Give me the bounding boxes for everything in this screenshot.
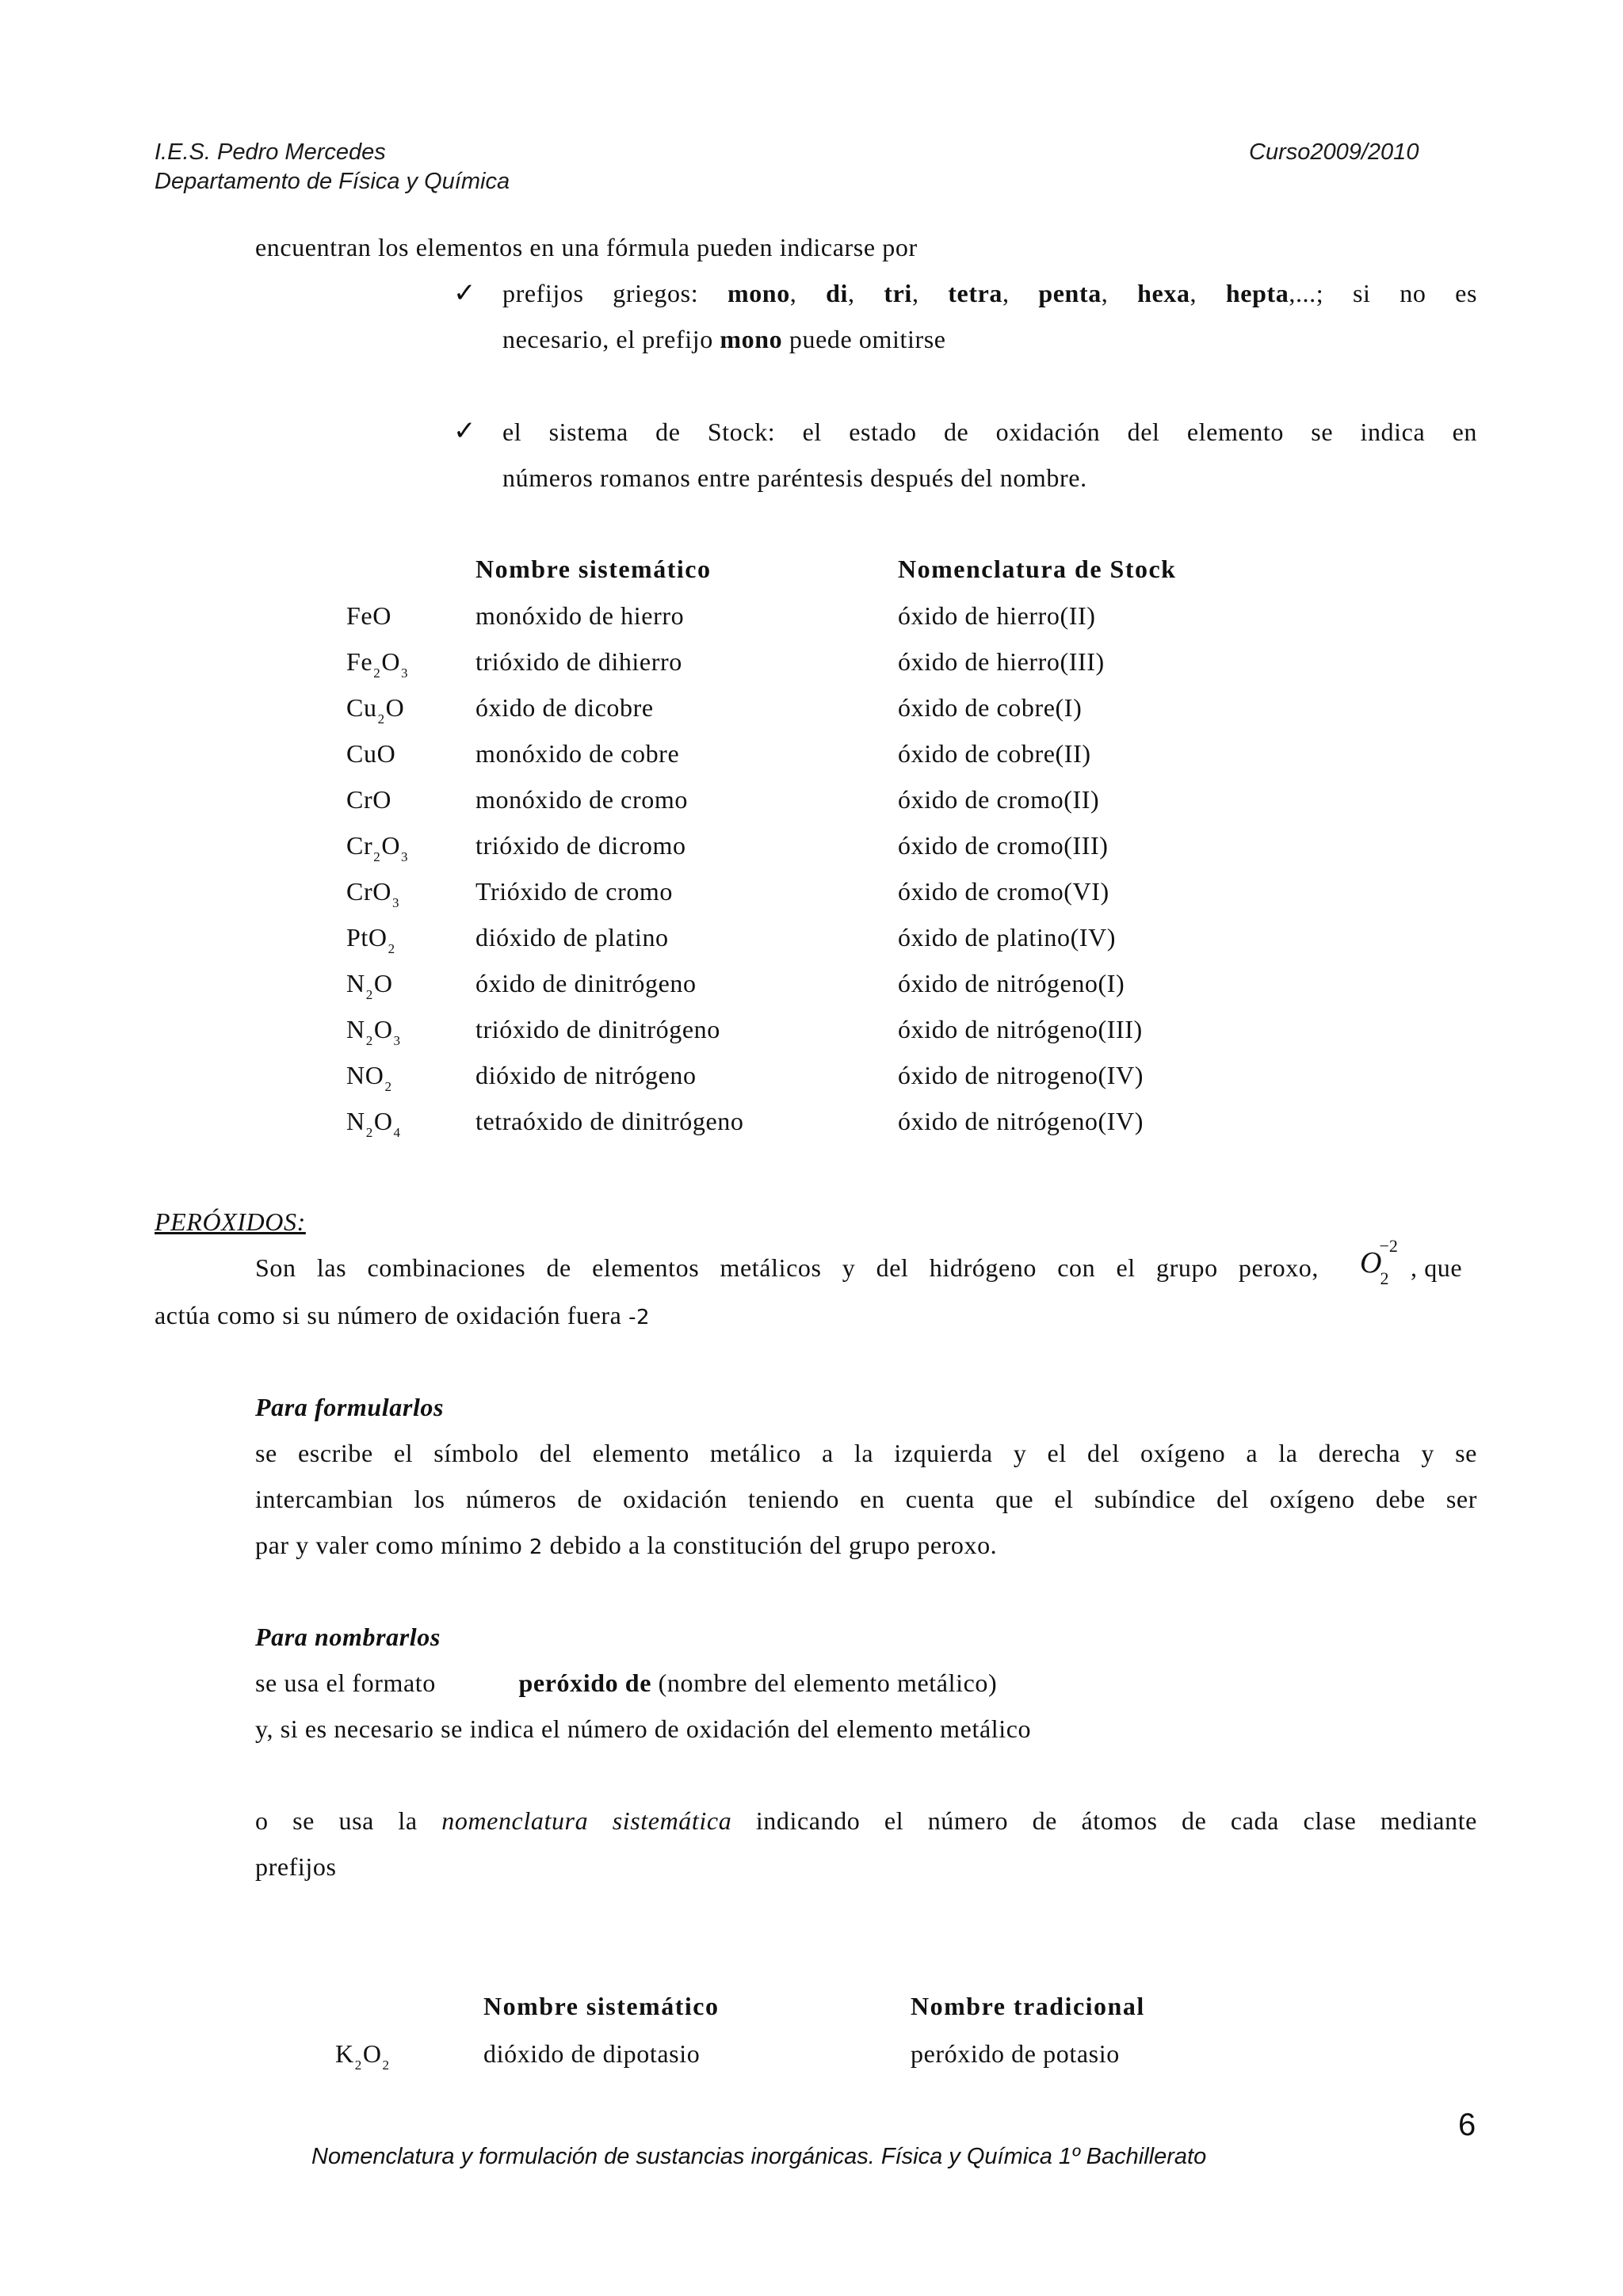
oxide-row-stock: óxido de nitrógeno(I): [898, 969, 1125, 997]
oxide-row-systematic: trióxido de dicromo: [475, 831, 686, 860]
column-header-traditional: Nombre tradicional: [911, 1992, 1145, 2020]
peroxides-desc-tail: , que: [1411, 1253, 1463, 1282]
oxide-row-systematic: óxido de dinitrógeno: [475, 969, 697, 997]
bullet-stock: el sistema de Stock: el estado de oxidación del elemento se indica en: [502, 418, 1477, 446]
oxide-row-stock: óxido de nitrógeno(III): [898, 1015, 1143, 1043]
oxide-row-stock: óxido de cromo(VI): [898, 877, 1109, 906]
oxide-row-formula: CrO: [346, 785, 391, 814]
column-header-stock: Nomenclatura de Stock: [898, 555, 1177, 583]
oxide-row-systematic: dióxido de platino: [475, 923, 669, 952]
nombrar-line4: prefijos: [255, 1852, 337, 1881]
header-school: I.E.S. Pedro Mercedes: [155, 139, 386, 165]
oxide-row-stock: óxido de cromo(III): [898, 831, 1109, 860]
oxide-row-systematic: monóxido de cromo: [475, 785, 688, 814]
peroxides-desc-line2: actúa como si su número de oxidación fuera -2: [155, 1301, 651, 1329]
header-department: Departamento de Física y Química: [155, 169, 510, 194]
peroxide-row-formula: $K_2O_2$: [335, 2039, 390, 2073]
oxide-row-stock: óxido de hierro(II): [898, 601, 1096, 630]
page-number: 6: [1458, 2107, 1476, 2142]
bullet-stock-line2: números romanos entre paréntesis después del nombre.: [502, 463, 1087, 492]
peroxides-desc-line1: Son las combinaciones de elementos metálicos y del hidrógeno con el grupo peroxo,: [255, 1253, 1319, 1282]
bullet-prefixes-line2: necesario, el prefijo mono puede omitirse: [502, 325, 946, 353]
oxide-row-systematic: dióxido de nitrógeno: [475, 1061, 697, 1089]
peroxide-row-systematic: dióxido de dipotasio: [483, 2039, 701, 2068]
formular-line1: se escribe el símbolo del elemento metálico a la izquierda y el del oxígeno a la derecha y se: [255, 1439, 1477, 1467]
oxide-row-formula: $Fe_2O_3$: [346, 647, 409, 681]
peroxide-row-traditional: peróxido de potasio: [911, 2039, 1120, 2068]
bullet-prefixes: prefijos griegos: mono, di, tri, tetra, penta, hexa, hepta,...; si no es: [502, 279, 1478, 307]
section-title: PERÓXIDOS:: [155, 1207, 306, 1236]
oxide-row-stock: óxido de hierro(III): [898, 647, 1105, 676]
oxide-row-formula: CuO: [346, 739, 396, 768]
formular-line2: intercambian los números de oxidación teniendo en cuenta que el subíndice del oxígeno debe ser: [255, 1485, 1477, 1513]
oxide-row-formula: $Cu_2O$: [346, 693, 405, 727]
oxide-row-stock: óxido de cobre(I): [898, 693, 1083, 722]
header-course: Curso2009/2010: [1249, 139, 1419, 165]
nombrar-line2: y, si es necesario se indica el número de oxidación del elemento metálico: [255, 1714, 1032, 1743]
oxide-row-formula: PtO$_2$: [346, 923, 395, 956]
oxide-row-stock: óxido de cromo(II): [898, 785, 1100, 814]
column-header-systematic: Nombre sistemático: [483, 1992, 720, 2020]
oxide-row-stock: óxido de platino(IV): [898, 923, 1117, 952]
oxide-row-formula: $Cr_2O_3$: [346, 831, 409, 864]
column-header-systematic: Nombre sistemático: [475, 555, 712, 583]
oxide-row-systematic: óxido de dicobre: [475, 693, 654, 722]
oxide-row-systematic: monóxido de hierro: [475, 601, 685, 630]
nombrar-line1: se usa el formato peróxido de (nombre del elemento metálico): [255, 1669, 998, 1697]
subheading-formular: Para formularlos: [255, 1393, 445, 1421]
oxide-row-stock: óxido de nitrogeno(IV): [898, 1061, 1144, 1089]
footer-text: Nomenclatura y formulación de sustancias inorgánicas. Física y Química 1º Bachillerato: [311, 2144, 1207, 2169]
oxide-row-stock: óxido de nitrógeno(IV): [898, 1107, 1144, 1135]
intro-line: encuentran los elementos en una fórmula pueden indicarse por: [255, 233, 918, 261]
oxide-row-formula: $N_2O_3$: [346, 1015, 401, 1048]
subheading-nombrar: Para nombrarlos: [255, 1623, 441, 1651]
formular-line3: par y valer como mínimo 2 debido a la constitución del grupo peroxo.: [255, 1531, 998, 1559]
oxide-row-systematic: trióxido de dihierro: [475, 647, 682, 676]
oxide-row-formula: $NO_2$: [346, 1061, 392, 1094]
check-icon: ✓: [453, 415, 476, 447]
oxide-row-systematic: monóxido de cobre: [475, 739, 680, 768]
nombrar-line3: o se usa la nomenclatura sistemática indicando el número de átomos de cada clase mediante: [255, 1806, 1477, 1835]
oxide-row-formula: $N_2O$: [346, 969, 393, 1002]
oxide-row-stock: óxido de cobre(II): [898, 739, 1091, 768]
oxide-row-systematic: tetraóxido de dinitrógeno: [475, 1107, 744, 1135]
oxide-row-formula: FeO: [346, 601, 391, 630]
peroxo-formula: $O_2^{-2}$: [1360, 1236, 1398, 1288]
oxide-row-systematic: Trióxido de cromo: [475, 877, 674, 906]
check-icon: ✓: [453, 277, 476, 309]
oxide-row-formula: CrO$_3$: [346, 877, 400, 910]
oxide-row-formula: $N_2O_4$: [346, 1107, 401, 1140]
oxide-row-systematic: trióxido de dinitrógeno: [475, 1015, 720, 1043]
